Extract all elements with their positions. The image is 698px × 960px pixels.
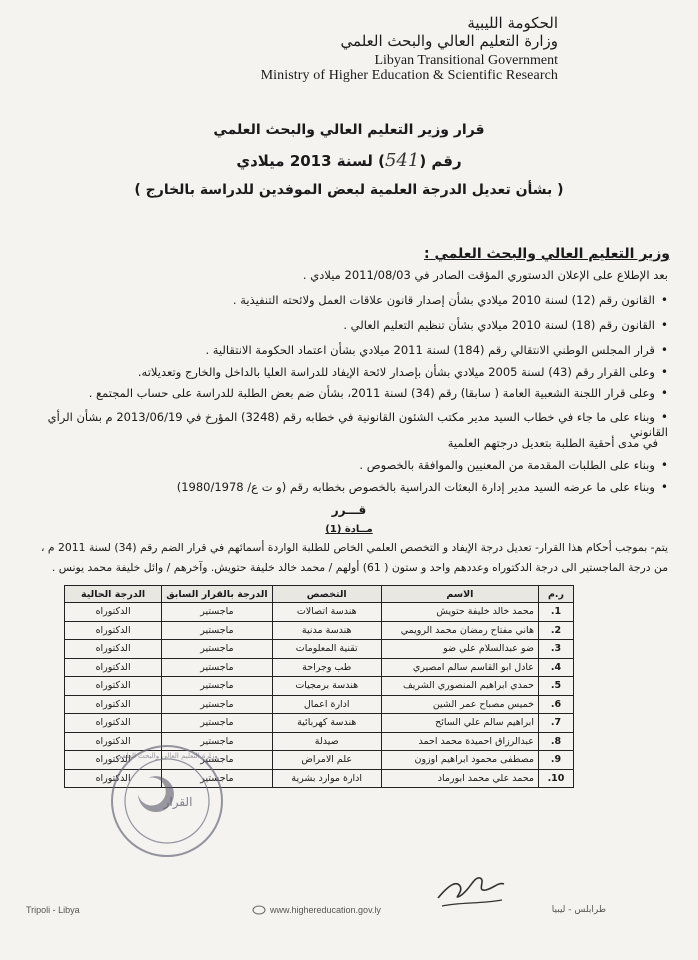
header-previous-degree: الدرجة بالقرار السابق — [162, 586, 273, 603]
row-previous-degree: ماجستير — [162, 695, 273, 714]
web-globe-icon — [252, 905, 266, 915]
minister-heading: وزير التعليم العالي والبحث العلمي : — [423, 246, 670, 262]
preamble-line-7: • وبناء على ما جاء في خطاب السيد مدير مكتب الشئون القانونية في خطابه رقم (3248) المؤرخ في 2013/06/19 م بشأن الرأي القانوني — [26, 410, 668, 440]
row-current-degree: الدكتوراه — [65, 751, 162, 770]
signature — [430, 856, 510, 916]
table-row — [65, 621, 574, 640]
row-specialization: هندسة اتصالات — [272, 603, 381, 622]
letterhead — [261, 14, 558, 83]
row-specialization: هندسة مدنية — [272, 621, 381, 640]
row-previous-degree: ماجستير — [162, 621, 273, 640]
row-specialization: علم الامراض — [272, 751, 381, 770]
preamble-line-2: • القانون رقم (12) لسنة 2010 ميلادي بشأن إصدار قانون علاقات العمل ولائحته التنفيذية . — [26, 293, 668, 308]
row-previous-degree: ماجستير — [162, 677, 273, 696]
decree-number-line — [0, 150, 698, 171]
row-previous-degree: ماجستير — [162, 640, 273, 659]
row-number: 2. — [538, 621, 573, 640]
row-name: مصطفى محمود ابراهيم اوزون — [381, 751, 538, 770]
header-name: الاسم — [381, 586, 538, 603]
row-specialization: ادارة اعمال — [272, 695, 381, 714]
letterhead-english-government: Libyan Transitional Government — [374, 53, 558, 68]
footer-city-english: Tripoli - Libya — [26, 905, 80, 915]
row-previous-degree: ماجستير — [162, 751, 273, 770]
preamble-line-3: • القانون رقم (18) لسنة 2010 ميلادي بشأن تنظيم التعليم العالي . — [26, 318, 668, 333]
stamp-ring-text: وزارة التعليم العالي والبحث العلمي — [116, 752, 218, 760]
table-header-row — [65, 586, 574, 603]
stamp-center-text: القرار — [163, 795, 193, 809]
preamble-line-4: • قرار المجلس الوطني الانتقالي رقم (184) لسنة 2011 ميلادي بشأن اعتماد الحكومة الانتقالية . — [26, 343, 668, 358]
table-row — [65, 714, 574, 733]
letterhead-arabic-government: الحكومة الليبية — [467, 14, 558, 32]
article-text-line-2: من درجة الماجستير الى درجة الدكتوراه وعددهم واحد و ستون ( 61) أولهم / محمد خالد خليفة حتويش. وآخرهم / وائل خليفة محمد يونس . — [51, 561, 668, 574]
row-previous-degree: ماجستير — [162, 658, 273, 677]
row-number: 9. — [538, 751, 573, 770]
header-current-degree: الدرجة الحالية — [65, 586, 162, 603]
row-name: عبدالرزاق احميدة محمد احمد — [381, 732, 538, 751]
row-current-degree: الدكتوراه — [65, 603, 162, 622]
row-name: هاني مفتاح رمضان محمد الرويمي — [381, 621, 538, 640]
row-specialization: طب وجراحة — [272, 658, 381, 677]
row-number: 10. — [538, 769, 573, 788]
row-current-degree: الدكتوراه — [65, 714, 162, 733]
row-previous-degree: ماجستير — [162, 769, 273, 788]
row-current-degree: الدكتوراه — [65, 732, 162, 751]
row-number: 1. — [538, 603, 573, 622]
decree-title: قرار وزير التعليم العالي والبحث العلمي — [213, 122, 485, 138]
table-row — [65, 695, 574, 714]
decree-number-suffix: ) لسنة 2013 ميلادي — [236, 152, 385, 170]
table-row — [65, 677, 574, 696]
row-current-degree: الدكتوراه — [65, 677, 162, 696]
row-name: عادل ابو القاسم سالم امصيري — [381, 658, 538, 677]
preamble-line-8: في مدى أحقية الطلبة بتعديل درجتهم العلمية — [447, 436, 658, 450]
row-name: محمد علي محمد ابورماد — [381, 769, 538, 788]
row-number: 8. — [538, 732, 573, 751]
row-number: 4. — [538, 658, 573, 677]
row-number: 3. — [538, 640, 573, 659]
preamble-line-6: • وعلى قرار اللجنة الشعبية العامة ( سابقا) رقم (34) لسنة 2011، بشأن ضم بعض الطلبة للدراسة على حساب المجتمع . — [26, 386, 668, 401]
letterhead-english-ministry: Ministry of Higher Education & Scientific Research — [260, 68, 558, 83]
row-name: ضو عبدالسلام علي ضو — [381, 640, 538, 659]
row-number: 7. — [538, 714, 573, 733]
decree-number: 541 — [384, 150, 420, 171]
table-row — [65, 658, 574, 677]
row-previous-degree: ماجستير — [162, 732, 273, 751]
table-row — [65, 603, 574, 622]
row-current-degree: الدكتوراه — [65, 621, 162, 640]
row-name: خميس مصباح عمر الشين — [381, 695, 538, 714]
row-number: 6. — [538, 695, 573, 714]
row-previous-degree: ماجستير — [162, 714, 273, 733]
row-specialization: ادارة موارد بشرية — [272, 769, 381, 788]
footer-city-arabic: طرابلس - ليبيا — [551, 905, 606, 915]
row-name: محمد خالد خليفة حتويش — [381, 603, 538, 622]
row-name: ابراهيم سالم علي السائح — [381, 714, 538, 733]
decree-number-prefix: رقم ( — [419, 152, 462, 170]
row-specialization: هندسة كهربائية — [272, 714, 381, 733]
official-stamp — [108, 742, 226, 860]
decree-subject: ( بشأن تعديل الدرجة العلمية لبعض الموفدين للدراسة بالخارج ) — [134, 182, 564, 198]
preamble-line-9: • وبناء على الطلبات المقدمة من المعنيين والموافقة بالخصوص . — [26, 458, 668, 473]
row-specialization: هندسة برمجيات — [272, 677, 381, 696]
decided-heading: قـــرر — [331, 503, 367, 517]
header-specialization: التخصص — [272, 586, 381, 603]
row-current-degree: الدكتوراه — [65, 640, 162, 659]
row-specialization: صيدلة — [272, 732, 381, 751]
row-previous-degree: ماجستير — [162, 603, 273, 622]
table-row — [65, 640, 574, 659]
footer-website-link[interactable]: www.highereducation.gov.ly — [270, 905, 381, 915]
row-current-degree: الدكتوراه — [65, 769, 162, 788]
preamble-line-5: • وعلى القرار رقم (43) لسنة 2005 ميلادي بشأن بإصدار لائحة الإيفاد للدراسة العليا بالداخل والخارج وتعديلاته. — [26, 365, 668, 380]
letterhead-arabic-ministry: وزارة التعليم العالي والبحث العلمي — [340, 32, 558, 50]
row-number: 5. — [538, 677, 573, 696]
article-label: مــادة (1) — [325, 524, 373, 535]
article-text-line-1: يتم- بموجب أحكام هذا القرار- تعديل درجة الإيفاد و التخصص العلمي الخاص للطلبة الواردة أسمائهم في قرار الضم رقم (34) لسنة 2011 م ، — [40, 541, 668, 554]
row-name: حمدي ابراهيم المنصوري الشريف — [381, 677, 538, 696]
row-current-degree: الدكتوراه — [65, 658, 162, 677]
row-current-degree: الدكتوراه — [65, 695, 162, 714]
preamble-line-10: • وبناء على ما عرضه السيد مدير إدارة البعثات الدراسية بالخصوص بخطابه رقم (و ت ع/ 1980/1978) — [26, 480, 668, 495]
preamble-line-1: بعد الإطلاع على الإعلان الدستوري المؤقت الصادر في 2011/08/03 ميلادي . — [302, 268, 668, 282]
header-number: ر.م — [538, 586, 573, 603]
row-specialization: تقنية المعلومات — [272, 640, 381, 659]
